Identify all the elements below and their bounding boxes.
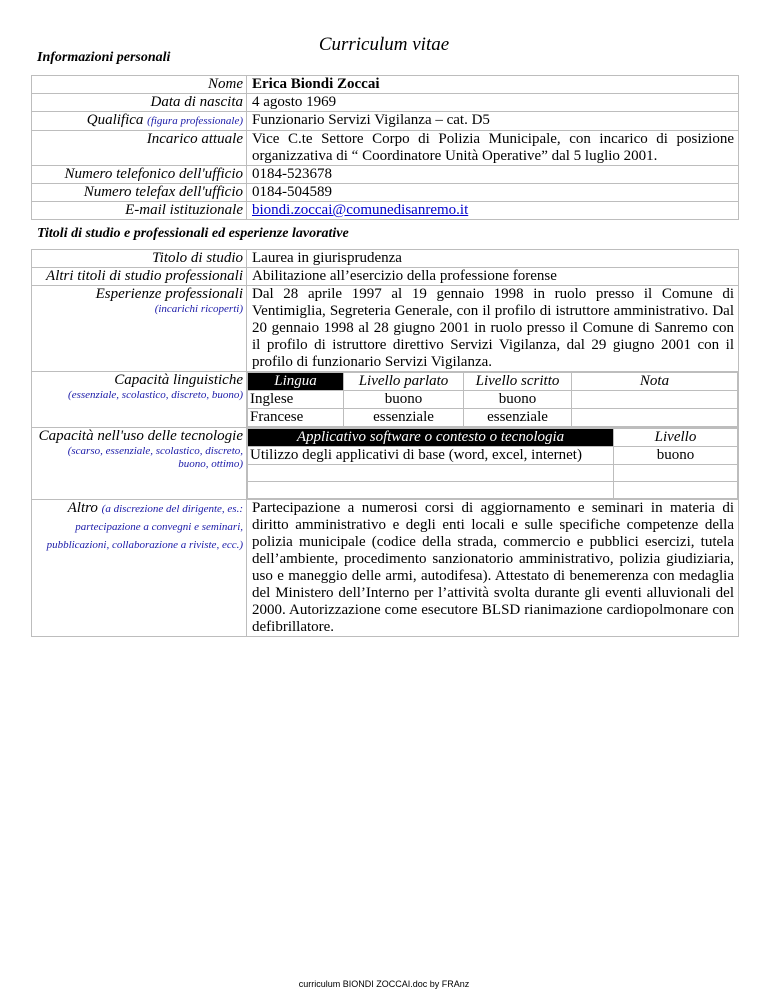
value-telefax: 0184-504589 <box>247 184 739 202</box>
cell-applicativo <box>248 482 614 499</box>
value-data-nascita: 4 agosto 1969 <box>247 94 739 112</box>
label-lingue <box>32 372 247 428</box>
table-row <box>248 465 738 482</box>
value-nome: Erica Biondi Zoccai <box>247 76 739 94</box>
table-row <box>248 447 738 465</box>
label-lingue-text: Capacità linguistiche <box>114 372 243 388</box>
technologies-table <box>247 428 738 499</box>
languages-header-row <box>248 373 738 391</box>
table-row <box>32 268 739 286</box>
value-altro: Partecipazione a numerosi corsi di aggiornamento e seminari in materia di diritto amministrativo e degli enti locali e sulle specifiche competenze della polizia municipale (codice della strada, commercio e pubblici esercizi, tutela dell’ambiente, procedimento sanzionatorio amministrativo, polizia giudiziaria, uso e maneggio delle armi, autodifesa). Attestato di benemerenza con medaglia del Ministero dell’Interno per l’attività svolta durante gli eventi alluvionali del 2000. Autorizzazione come esecutore BLSD rianimazione cardiopolmonare con defibrillatore. <box>247 500 739 637</box>
label-qualifica-text: Qualifica <box>86 112 144 128</box>
table-row <box>32 250 739 268</box>
table-row <box>248 409 738 427</box>
cell-nota <box>572 391 738 409</box>
col-header-livello-scritto: Livello scritto <box>464 373 572 391</box>
table-row <box>32 166 739 184</box>
value-titolo-studio: Laurea in giurisprudenza <box>247 250 739 268</box>
table-row <box>32 76 739 94</box>
label-titolo-studio: Titolo di studio <box>32 250 247 268</box>
table-row <box>32 184 739 202</box>
label-nome: Nome <box>32 76 247 94</box>
cell-lingua: Francese <box>248 409 344 427</box>
languages-cell <box>247 372 739 428</box>
label-incarico: Incarico attuale <box>32 131 247 166</box>
section-heading-studies: Titoli di studio e professionali ed esperienze lavorative <box>37 226 349 241</box>
col-header-applicativo: Applicativo software o contesto o tecnologia <box>248 429 614 447</box>
cell-applicativo: Utilizzo degli applicativi di base (word, excel, internet) <box>248 447 614 465</box>
table-row <box>32 500 739 637</box>
col-header-livello: Livello <box>614 429 738 447</box>
table-row <box>32 202 739 220</box>
table-row <box>32 131 739 166</box>
label-telefax: Numero telefax dell'ufficio <box>32 184 247 202</box>
table-row <box>32 112 739 131</box>
value-email <box>247 202 739 220</box>
document-title: Curriculum vitae <box>318 34 450 55</box>
cell-scritto: buono <box>464 391 572 409</box>
label-altro <box>32 500 247 637</box>
label-qualifica <box>32 112 247 131</box>
label-altri-titoli: Altri titoli di studio professionali <box>32 268 247 286</box>
table-row <box>32 428 739 500</box>
table-row <box>248 391 738 409</box>
table-row <box>32 94 739 112</box>
technologies-header-row <box>248 429 738 447</box>
cell-nota <box>572 409 738 427</box>
cell-parlato: essenziale <box>344 409 464 427</box>
cell-lingua: Inglese <box>248 391 344 409</box>
label-data-nascita: Data di nascita <box>32 94 247 112</box>
table-row <box>32 286 739 372</box>
label-esperienze-note: (incarichi ricoperti) <box>154 303 243 315</box>
cell-livello <box>614 482 738 499</box>
label-email: E-mail istituzionale <box>32 202 247 220</box>
cell-livello <box>614 465 738 482</box>
page-footer: curriculum BIONDI ZOCCAI.doc by FRAnz <box>298 979 470 989</box>
languages-table <box>247 372 738 427</box>
label-esperienze-text: Esperienze professionali <box>95 286 243 302</box>
studies-table <box>31 249 739 637</box>
email-link[interactable]: biondi.zoccai@comunedisanremo.it <box>252 202 469 218</box>
col-header-livello-parlato: Livello parlato <box>344 373 464 391</box>
technologies-cell <box>247 428 739 500</box>
col-header-lingua: Lingua <box>248 373 344 391</box>
label-altro-note: (a discrezione del dirigente, es.: partecipazione a convegni e seminari, pubblicazioni, collaborazione a riviste, ecc.) <box>46 503 243 551</box>
label-esperienze <box>32 286 247 372</box>
label-telefono: Numero telefonico dell'ufficio <box>32 166 247 184</box>
label-lingue-note: (essenziale, scolastico, discreto, buono) <box>68 389 243 401</box>
label-tecnologie <box>32 428 247 500</box>
value-telefono: 0184-523678 <box>247 166 739 184</box>
cell-applicativo <box>248 465 614 482</box>
value-qualifica: Funzionario Servizi Vigilanza – cat. D5 <box>247 112 739 131</box>
label-tecnologie-text: Capacità nell'uso delle tecnologie <box>38 428 243 444</box>
table-row <box>248 482 738 499</box>
label-tecnologie-note: (scarso, essenziale, scolastico, discreto, buono, ottimo) <box>67 445 243 470</box>
value-esperienze: Dal 28 aprile 1997 al 19 gennaio 1998 in ruolo presso il Comune di Ventimiglia, Segreteria Generale, con il profilo di istruttore amministrativo. Dal 20 gennaio 1998 al 28 giugno 2001 in ruolo presso il Comune di Sanremo con il profilo di istruttore direttivo Servizi Vigilanza, dal 29 giugno 2001 con il profilo di funzionario Servizi Vigilanza. <box>247 286 739 372</box>
value-altri-titoli: Abilitazione all’esercizio della professione forense <box>247 268 739 286</box>
cell-scritto: essenziale <box>464 409 572 427</box>
cell-parlato: buono <box>344 391 464 409</box>
table-row <box>32 372 739 428</box>
label-qualifica-note: (figura professionale) <box>147 115 243 127</box>
col-header-nota: Nota <box>572 373 738 391</box>
section-heading-personal: Informazioni personali <box>37 50 171 65</box>
value-incarico: Vice C.te Settore Corpo di Polizia Municipale, con incarico di posizione organizzativa di “ Coordinatore Unità Operative” dal 5 luglio 2001. <box>247 131 739 166</box>
label-altro-text: Altro <box>67 500 98 516</box>
cell-livello: buono <box>614 447 738 465</box>
personal-info-table <box>31 75 739 220</box>
